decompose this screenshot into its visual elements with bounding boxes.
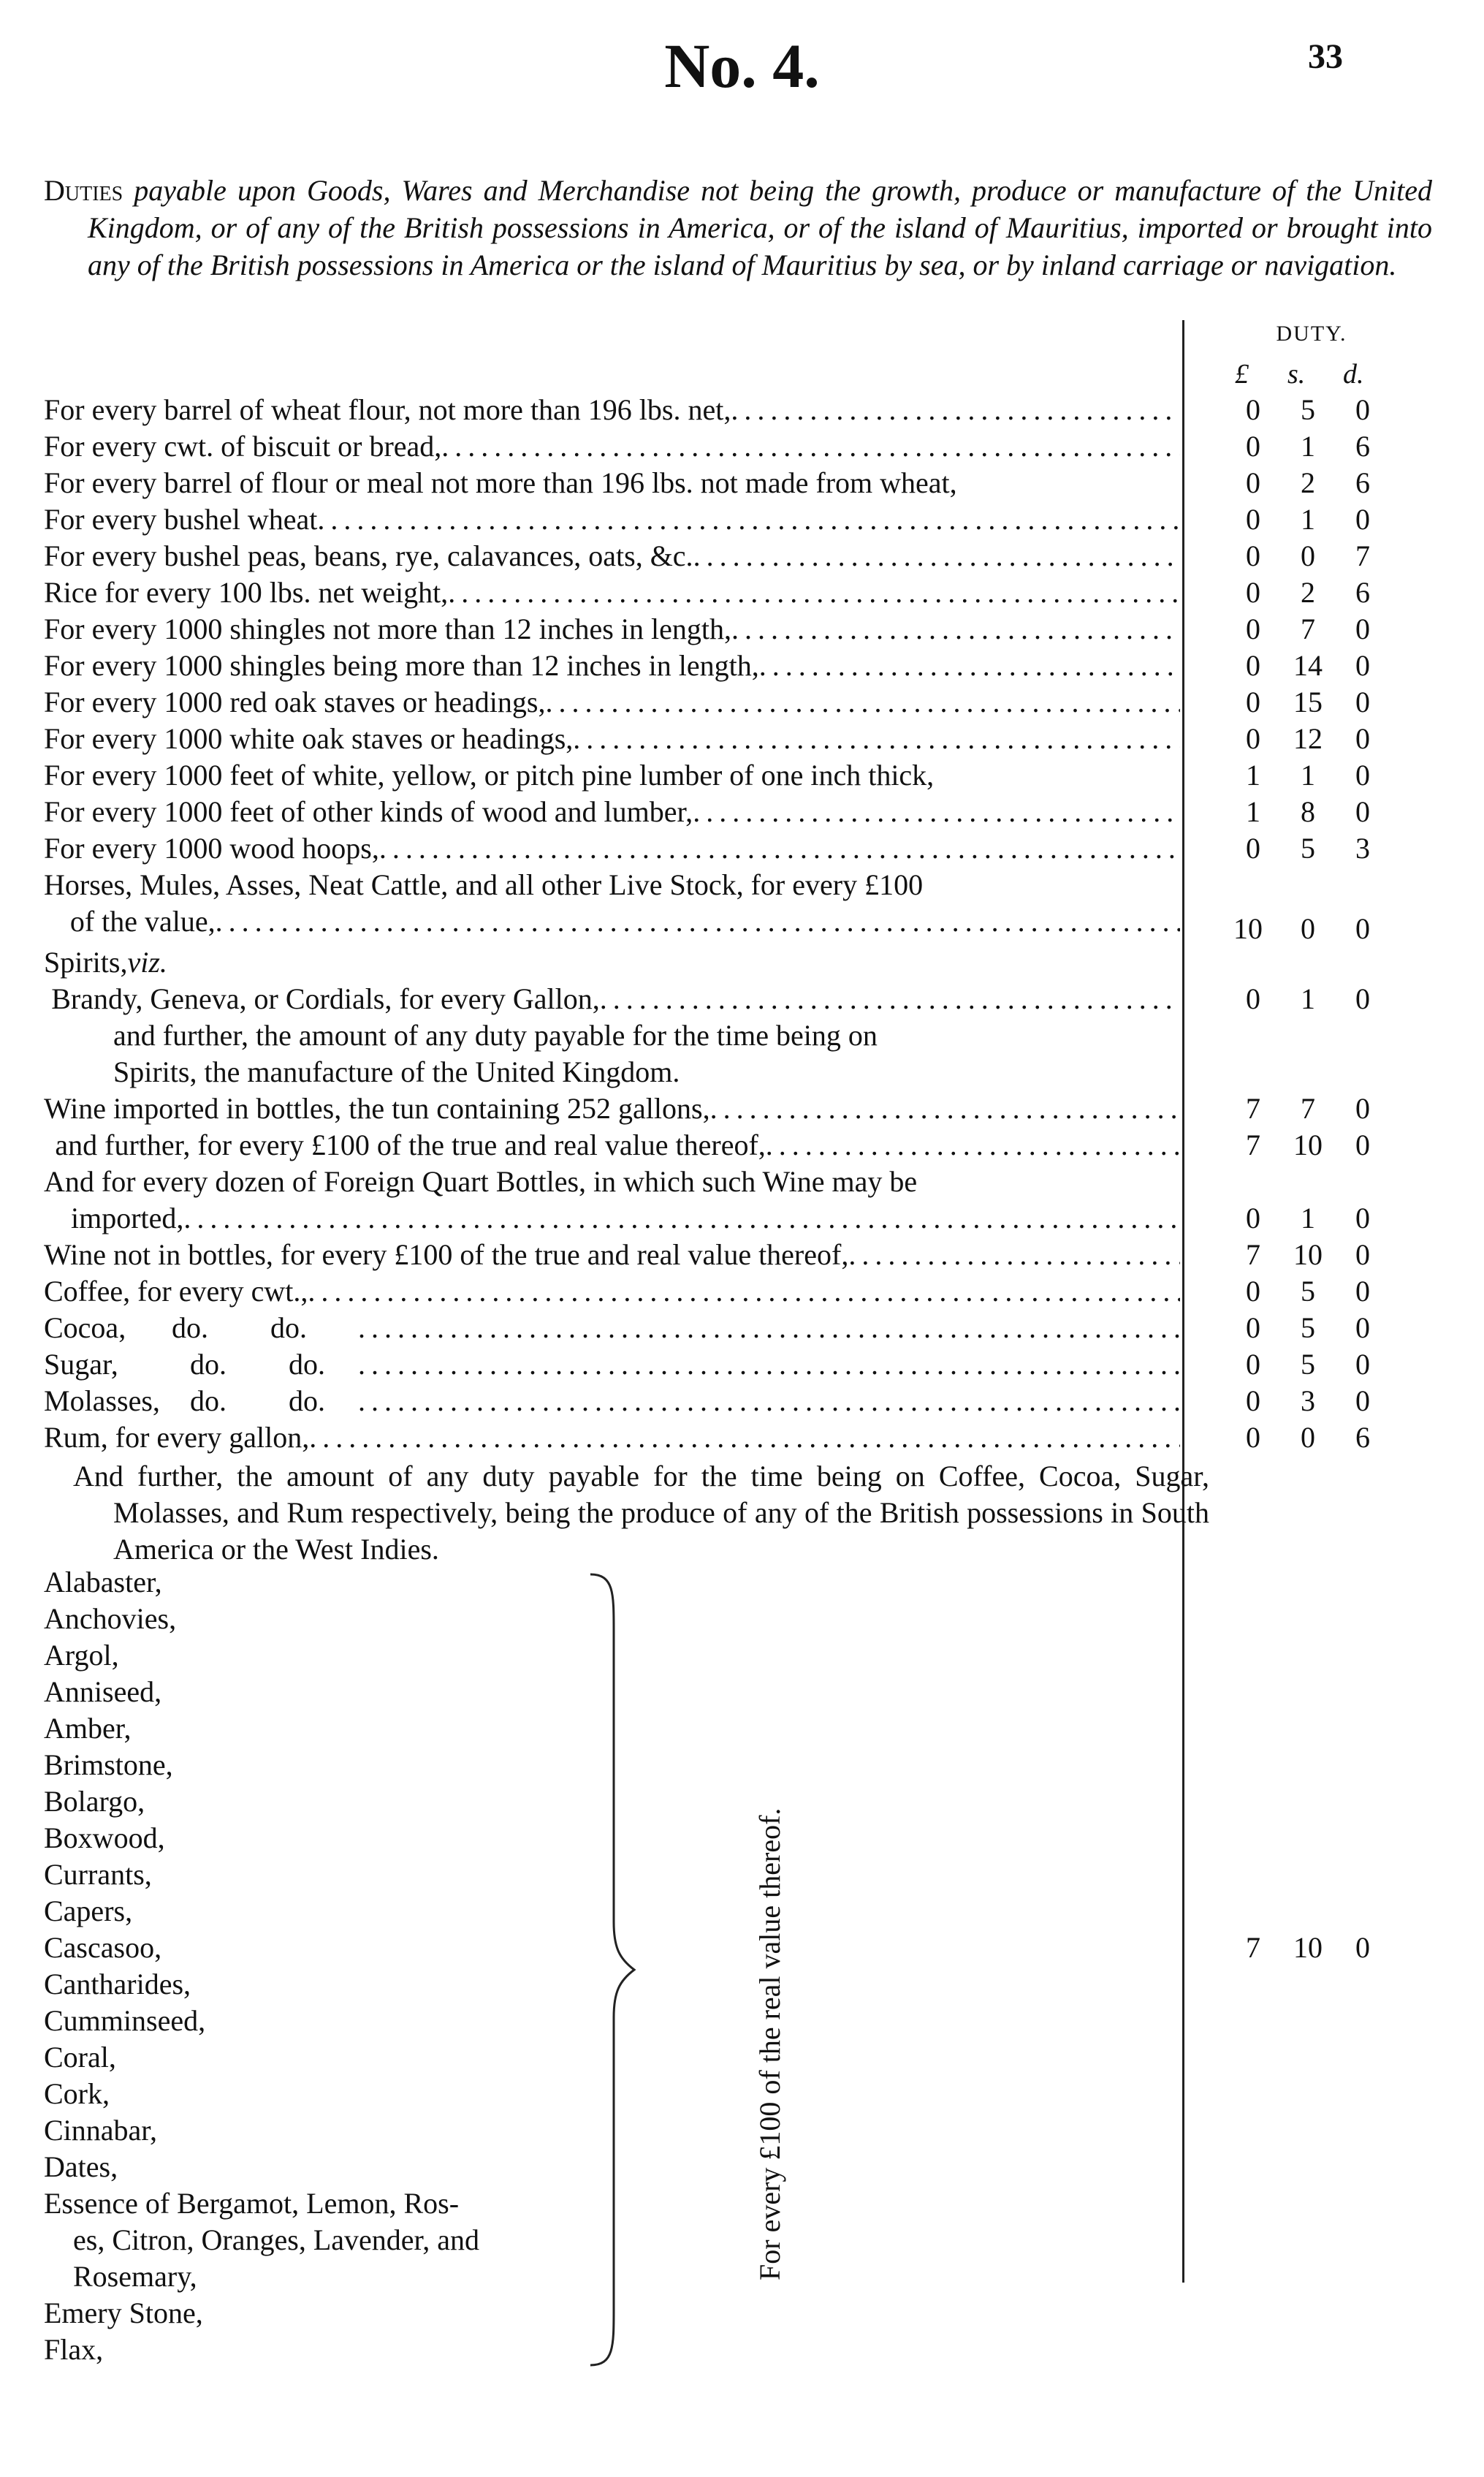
duty-pounds: 0 xyxy=(1246,1275,1260,1308)
duty-row: and further, the amount of any duty payable for the time being on xyxy=(113,1019,878,1052)
duty-row: And for every dozen of Foreign Quart Bottles, in which such Wine may be xyxy=(44,1165,918,1198)
duty-row: For every 1000 shingles being more than 12 inches in length, . . . xyxy=(44,648,1180,684)
duty-pounds: 0 xyxy=(1246,1421,1260,1454)
list-item: Cascasoo, xyxy=(44,1931,162,1964)
further-paragraph: And further, the amount of any duty payable for the time being on Coffee, Cocoa, Sugar, Molasses, and Rum respectively, being the produce of any of the British possessions in South America or the West Indies. xyxy=(73,1460,1209,1566)
duty-row: For every 1000 feet of other kinds of wood and lumber, . . . xyxy=(44,794,1180,830)
duty-shillings: 0 xyxy=(1301,1421,1315,1454)
duty-row: Spirits, viz. xyxy=(44,946,167,979)
intro-text: payable upon Goods, Wares and Merchandise not being the growth, produce or manufacture of the United Kingdom, or of any of the British possessions in America, or of the island of Mauritius, imported or brought into any of the British possessions in America or the island of Mauritius by sea, or by inland carriage or navigation. xyxy=(88,174,1432,281)
duty-row: Rice for every 100 lbs. net weight, . . . xyxy=(44,574,1180,611)
duty-pence: 7 xyxy=(1355,539,1370,572)
duty-pence: 0 xyxy=(1355,649,1370,682)
duty-shillings: 10 xyxy=(1293,1129,1323,1161)
intro-paragraph xyxy=(44,172,1432,284)
duty-pence: 6 xyxy=(1355,466,1370,499)
list-item: Anniseed, xyxy=(44,1675,162,1708)
duty-pounds: 7 xyxy=(1246,1238,1260,1271)
duty-pence: 0 xyxy=(1355,1275,1370,1308)
duty-shillings: 3 xyxy=(1301,1384,1315,1417)
list-item: Cork, xyxy=(44,2077,110,2110)
duty-pence: 0 xyxy=(1355,982,1370,1015)
duty-pounds: 0 xyxy=(1246,539,1260,572)
duty-pounds: 7 xyxy=(1246,1129,1260,1161)
duty-pence: 0 xyxy=(1355,1348,1370,1381)
duty-pence: 0 xyxy=(1355,912,1370,945)
list-item: Capers, xyxy=(44,1894,133,1927)
column-rule xyxy=(1182,320,1184,2283)
duty-shillings: 1 xyxy=(1301,982,1315,1015)
list-item: Bolargo, xyxy=(44,1785,145,1818)
duty-shillings: 12 xyxy=(1293,722,1323,755)
duty-shillings: 8 xyxy=(1301,795,1315,828)
duty-row: of the value, . . . xyxy=(44,903,1180,940)
duty-row: imported, . . . xyxy=(44,1200,1180,1237)
duty-pounds: 0 xyxy=(1246,1348,1260,1381)
shillings-header: s. xyxy=(1287,359,1306,390)
list-item: Essence of Bergamot, Lemon, Ros- xyxy=(44,2187,460,2220)
list-item: Emery Stone, xyxy=(44,2296,203,2329)
pence-header: d. xyxy=(1343,359,1364,390)
duty-row: Sugar, do. do. . . . xyxy=(44,1346,1180,1383)
duty-pounds: 0 xyxy=(1246,832,1260,865)
duty-row: Molasses, do. do. . . . xyxy=(44,1383,1180,1419)
pounds-header: £ xyxy=(1235,359,1249,390)
duty-shillings: 2 xyxy=(1301,466,1315,499)
page-number: 33 xyxy=(1308,37,1343,76)
duty-pounds: 0 xyxy=(1246,430,1260,463)
list-item: Coral, xyxy=(44,2041,116,2074)
duty-row: Wine imported in bottles, the tun containing 252 gallons, . . . xyxy=(44,1090,1180,1127)
duty-pounds: 10 xyxy=(1233,912,1263,945)
list-item: Cumminseed, xyxy=(44,2004,206,2037)
duty-shillings: 5 xyxy=(1301,832,1315,865)
duty-row: For every bushel peas, beans, rye, calavances, oats, &c. . . . xyxy=(44,538,1180,574)
list-item: Rosemary, xyxy=(73,2260,197,2293)
duty-pounds: 0 xyxy=(1246,649,1260,682)
duty-row: For every cwt. of biscuit or bread, . . . xyxy=(44,428,1180,465)
duty-pounds: 7 xyxy=(1246,1092,1260,1125)
duty-pence: 0 xyxy=(1355,503,1370,536)
duty-pounds: 1 xyxy=(1246,759,1260,792)
duty-shillings: 1 xyxy=(1301,759,1315,792)
duty-shillings: 10 xyxy=(1293,1931,1323,1964)
list-item: Amber, xyxy=(44,1712,132,1745)
duty-pence: 0 xyxy=(1355,612,1370,645)
duty-pounds: 0 xyxy=(1246,1384,1260,1417)
duty-shillings: 5 xyxy=(1301,1311,1315,1344)
duty-shillings: 1 xyxy=(1301,1202,1315,1234)
duty-shillings: 10 xyxy=(1293,1238,1323,1271)
duty-row: Rum, for every gallon, . . . xyxy=(44,1419,1180,1456)
duty-pounds: 0 xyxy=(1246,576,1260,609)
duty-pence: 0 xyxy=(1355,1311,1370,1344)
duty-shillings: 5 xyxy=(1301,1348,1315,1381)
duty-shillings: 7 xyxy=(1301,612,1315,645)
duty-shillings: 14 xyxy=(1293,649,1323,682)
duty-shillings: 7 xyxy=(1301,1092,1315,1125)
duty-pounds: 0 xyxy=(1246,722,1260,755)
duty-row: Wine not in bottles, for every £100 of the true and real value thereof, . . . xyxy=(44,1237,1180,1273)
list-item: Alabaster, xyxy=(44,1566,162,1598)
duty-row: Horses, Mules, Asses, Neat Cattle, and all other Live Stock, for every £100 xyxy=(44,868,924,901)
duty-shillings: 15 xyxy=(1293,686,1323,718)
duty-pounds: 7 xyxy=(1246,1931,1260,1964)
duty-shillings: 1 xyxy=(1301,503,1315,536)
duty-pence: 0 xyxy=(1355,1384,1370,1417)
duty-row: For every 1000 feet of white, yellow, or pitch pine lumber of one inch thick, xyxy=(44,759,935,792)
duty-pence: 0 xyxy=(1355,686,1370,718)
list-item: es, Citron, Oranges, Lavender, and xyxy=(73,2223,479,2256)
page-title: No. 4. xyxy=(664,31,820,101)
duty-pence: 0 xyxy=(1355,795,1370,828)
duty-row: For every barrel of wheat flour, not more than 196 lbs. net, . . . xyxy=(44,392,1180,428)
duty-pence: 0 xyxy=(1355,1202,1370,1234)
duty-row: For every 1000 wood hoops, . . . xyxy=(44,830,1180,867)
list-item: Flax, xyxy=(44,2333,104,2366)
duty-pence: 0 xyxy=(1355,1931,1370,1964)
intro-lead: Duties xyxy=(44,174,123,207)
duty-pounds: 0 xyxy=(1246,1202,1260,1234)
duty-shillings: 5 xyxy=(1301,1275,1315,1308)
duty-pence: 6 xyxy=(1355,576,1370,609)
duty-pence: 0 xyxy=(1355,722,1370,755)
duty-pence: 6 xyxy=(1355,430,1370,463)
duty-pence: 0 xyxy=(1355,1238,1370,1271)
list-item: Cantharides, xyxy=(44,1968,191,2000)
duty-shillings: 0 xyxy=(1301,912,1315,945)
duty-row: For every 1000 red oak staves or headings, . . . xyxy=(44,684,1180,721)
items-note: For every £100 of the real value thereof. xyxy=(753,1808,786,2280)
duty-row: Cocoa, do. do. . . . xyxy=(44,1310,1180,1346)
duty-shillings: 0 xyxy=(1301,539,1315,572)
right-brace-icon xyxy=(585,1571,643,2368)
duty-pounds: 0 xyxy=(1246,393,1260,426)
duty-shillings: 2 xyxy=(1301,576,1315,609)
duty-shillings: 1 xyxy=(1301,430,1315,463)
list-item: Currants, xyxy=(44,1858,152,1891)
list-item: Cinnabar, xyxy=(44,2114,158,2147)
duty-row: For every bushel wheat . . . xyxy=(44,501,1180,538)
duty-column-header: DUTY. xyxy=(1276,322,1347,346)
duty-pounds: 0 xyxy=(1246,466,1260,499)
duty-shillings: 5 xyxy=(1301,393,1315,426)
duty-pence: 0 xyxy=(1355,759,1370,792)
duty-pounds: 0 xyxy=(1246,982,1260,1015)
duty-row: Coffee, for every cwt., . . . xyxy=(44,1273,1180,1310)
duty-row: Brandy, Geneva, or Cordials, for every Gallon, . . . xyxy=(44,981,1180,1017)
duty-pounds: 0 xyxy=(1246,612,1260,645)
duty-row: For every 1000 white oak staves or headings, . . . xyxy=(44,721,1180,757)
list-item: Argol, xyxy=(44,1639,119,1672)
duty-row: Spirits, the manufacture of the United Kingdom. xyxy=(113,1055,680,1088)
list-item: Boxwood, xyxy=(44,1821,165,1854)
duty-pence: 0 xyxy=(1355,1092,1370,1125)
list-item: Brimstone, xyxy=(44,1748,173,1781)
duty-pounds: 0 xyxy=(1246,1311,1260,1344)
duty-pounds: 0 xyxy=(1246,686,1260,718)
duty-pounds: 0 xyxy=(1246,503,1260,536)
list-item: Dates, xyxy=(44,2150,118,2183)
duty-pence: 6 xyxy=(1355,1421,1370,1454)
duty-row: For every barrel of flour or meal not more than 196 lbs. not made from wheat, xyxy=(44,466,957,499)
list-item: Anchovies, xyxy=(44,1602,177,1635)
duty-pence: 0 xyxy=(1355,393,1370,426)
duty-pence: 0 xyxy=(1355,1129,1370,1161)
duty-pence: 3 xyxy=(1355,832,1370,865)
duty-pounds: 1 xyxy=(1246,795,1260,828)
duty-row: and further, for every £100 of the true and real value thereof, . . . xyxy=(44,1127,1180,1164)
duty-row: For every 1000 shingles not more than 12 inches in length, . . . xyxy=(44,611,1180,648)
